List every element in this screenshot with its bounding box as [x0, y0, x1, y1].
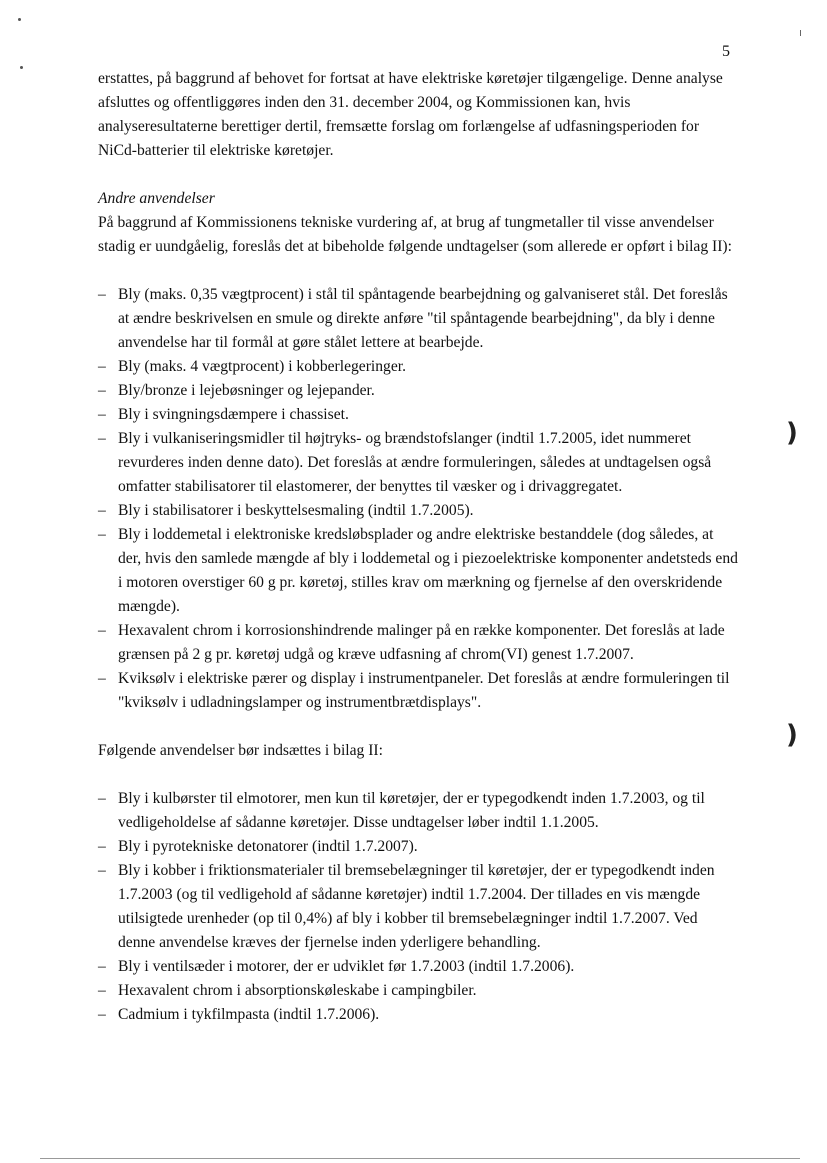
- scan-speck: [800, 30, 801, 36]
- list-item: – Hexavalent chrom i korrosionshindrende malinger på en række komponenter. Det foreslås at lade grænsen på 2 g pr. køretøj udgå og kræve udfasning af chrom(VI) genest 1.7.2007.: [98, 619, 738, 667]
- list-item: – Bly i vulkaniseringsmidler til højtryks- og brændstofslanger (indtil 1.7.2005, idet nummeret revurderes inden denne dato). Det foreslås at ændre formuleringen, således at undtagelsen også omfatter stabilisatorer til elastomerer, der benyttes til væsker og i drivaggregatet.: [98, 427, 738, 499]
- paragraph-gap: [98, 163, 738, 187]
- scan-edge-line: [40, 1158, 800, 1159]
- paragraph-gap: [98, 763, 738, 787]
- list-item: – Bly i stabilisatorer i beskyttelsesmaling (indtil 1.7.2005).: [98, 499, 738, 523]
- paragraph-gap: [98, 715, 738, 739]
- page-number: 5: [722, 43, 730, 60]
- list-item: – Kviksølv i elektriske pærer og display i instrumentpaneler. Det foreslås at ændre formuleringen til "kviksølv i udladningslamper og instrumentbrætdisplays".: [98, 667, 738, 715]
- list-item: – Bly i kobber i friktionsmaterialer til bremsebelægninger til køretøjer, der er typegodkendt inden 1.7.2003 (og til vedligehold af sådanne køretøjer) indtil 1.7.2004. Der tillades en vis mængde utilsigtede urenheder (op til 0,4%) af bly i kobber til bremsebelægninger indtil 1.7.2007. Ved denne anvendelse kræves der fjernelse inden yderligere behandling.: [98, 859, 738, 955]
- intro-paragraph: erstattes, på baggrund af behovet for fortsat at have elektriske køretøjer tilgængelige. Denne analyse afsluttes og offentliggøres inden den 31. december 2004, og Kommissionen kan, hvis analyseresultaterne berettiger dertil, fremsætte forslag om forlængelse af udfasningsperioden for NiCd-batterier til elektriske køretøjer.: [98, 70, 723, 159]
- scan-speck: [18, 18, 21, 21]
- list-item: – Bly (maks. 4 vægtprocent) i kobberlegeringer.: [98, 355, 738, 379]
- list-item: – Bly i pyrotekniske detonatorer (indtil 1.7.2007).: [98, 835, 738, 859]
- section-paragraph: På baggrund af Kommissionens tekniske vurdering af, at brug af tungmetaller til visse anvendelser stadig er uundgåelig, foreslås det at bibeholde følgende undtagelser (som allerede er opført i bilag II):: [98, 214, 732, 255]
- exemption-list: [98, 283, 738, 715]
- scan-speck: [20, 66, 23, 69]
- list-item: – Bly i loddemetal i elektroniske kredsløbsplader og andre elektriske bestanddele (dog således, at der, hvis den samlede mængde af bly i loddemetal og i piezoelektriske komponenter andetsteds end i motoren overstiger 60 g pr. køretøj, stilles krav om mærkning og fjernelse af den overskridende mængde).: [98, 523, 738, 619]
- annex-intro: Følgende anvendelser bør indsættes i bilag II:: [98, 742, 383, 759]
- list-item: – Bly i kulbørster til elmotorer, men kun til køretøjer, der er typegodkendt inden 1.7.2003, og til vedligeholdelse af sådanne køretøjer. Disse undtagelser løber indtil 1.1.2005.: [98, 787, 738, 835]
- document-body: [98, 67, 738, 1027]
- section-heading: Andre anvendelser: [98, 190, 215, 207]
- list-item: – Bly (maks. 0,35 vægtprocent) i stål til spåntagende bearbejdning og galvaniseret stål. Det foreslås at ændre beskrivelsen en smule og direkte anføre "til spåntagende bearbejdning", da bly i denne anvendelse har til formål at gøre stålet lettere at bearbejde.: [98, 283, 738, 355]
- punch-hole-mark: ): [786, 418, 798, 448]
- paragraph-gap: [98, 259, 738, 283]
- list-item: – Bly/bronze i lejebøsninger og lejepander.: [98, 379, 738, 403]
- punch-hole-mark: ): [786, 720, 798, 750]
- list-item: – Bly i svingningsdæmpere i chassiset.: [98, 403, 738, 427]
- list-item: – Hexavalent chrom i absorptionskøleskabe i campingbiler.: [98, 979, 738, 1003]
- annex-list: [98, 787, 738, 1027]
- list-item: – Cadmium i tykfilmpasta (indtil 1.7.2006).: [98, 1003, 738, 1027]
- list-item: – Bly i ventilsæder i motorer, der er udviklet før 1.7.2003 (indtil 1.7.2006).: [98, 955, 738, 979]
